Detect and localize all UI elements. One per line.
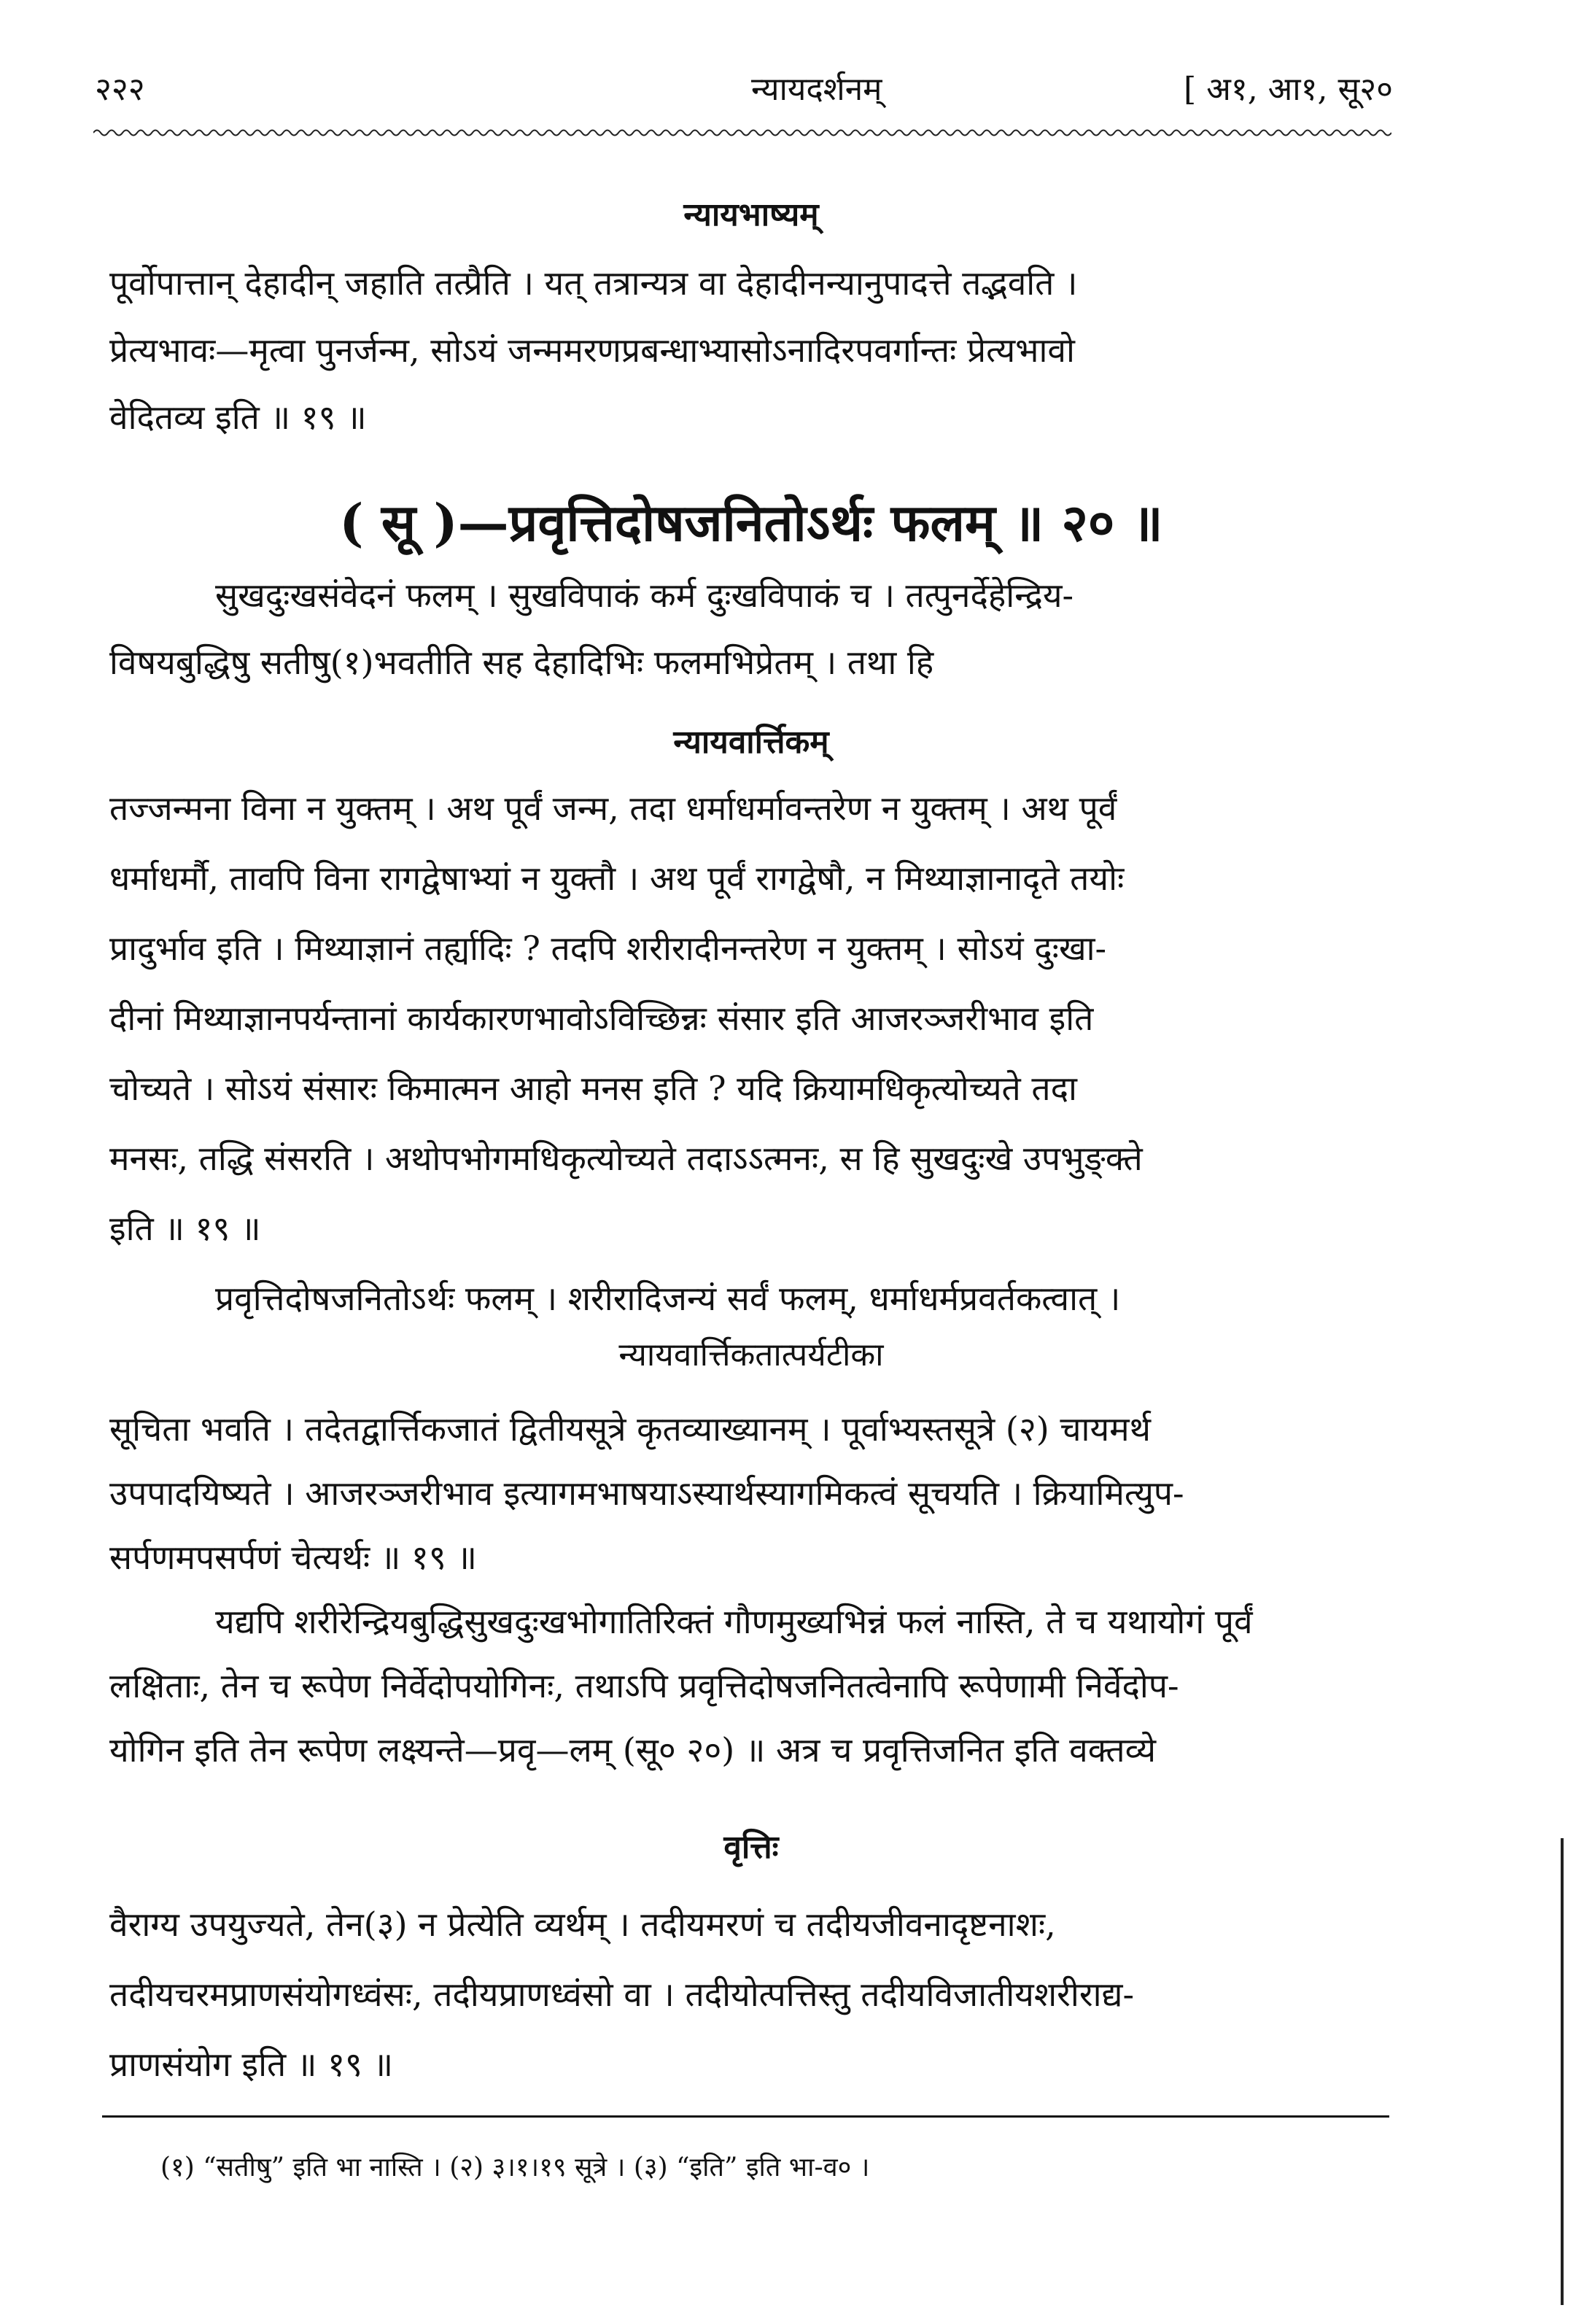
vartika-heading: न्यायवार्त्तिकम् [673,724,829,761]
text-line: लक्षिताः, तेन च रूपेण निर्वेदोपयोगिनः, तथाऽपि प्रवृत्तिदोषजनितत्वेनापि रूपेणामी निर्वेदोप- [109,1666,1179,1705]
bhashya-text [109,249,1393,451]
text-line: यद्यपि शरीरेन्द्रियबुद्धिसुखदुःखभोगातिरिक्तं गौणमुख्यभिन्नं फलं नास्ति, ते च यथायोगं पूर्वं [215,1602,1253,1641]
text-line: तज्जन्मना विना न युक्तम् । अथ पूर्वं जन्म, तदा धर्माधर्मावन्तरेण न युक्तम् । अथ पूर्वं [109,789,1117,828]
wavy-header-rule [93,125,1391,140]
footnote-divider [102,2115,1389,2118]
bhashya-heading: न्यायभाष्यम् [683,196,819,233]
text-line: धर्माधर्मौ, तावपि विना रागद्वेषाभ्यां न युक्तौ । अथ पूर्वं रागद्वेषौ, न मिथ्याज्ञानादृते तयोः [109,859,1125,898]
scan-margin-line [1561,1838,1564,2305]
text-line: तदीयचरमप्राणसंयोगध्वंसः, तदीयप्राणध्वंसो वा । तदीयोत्पत्तिस्तु तदीयविजातीयशरीराद्य- [109,1975,1135,2014]
text-line: सूचिता भवति । तदेतद्वार्त्तिकजातं द्वितीयसूत्रे कृतव्याख्यानम् । पूर्वाभ्यस्तसूत्रे (२) चायमर्थ [109,1409,1152,1449]
section-reference: [ अ१, आ१, सू२० [1184,71,1393,108]
text-line: प्रवृत्तिदोषजनितोऽर्थः फलम् । शरीरादिजन्यं सर्वं फलम्, धर्माधर्मप्रवर्तकत्वात् । [215,1279,1121,1318]
book-title: न्यायदर्शनम् [751,71,882,108]
text-line: इति ॥ १९ ॥ [109,1209,261,1248]
text-line: प्रेत्यभावः—मृत्वा पुनर्जन्म, सोऽयं जन्ममरणप्रबन्धाभ्यासोऽनादिरपवर्गान्तः प्रेत्यभावो [109,330,1075,370]
text-line: योगिन इति तेन रूपेण लक्ष्यन्ते—प्रवृ—लम् (सू० २०) ॥ अत्र च प्रवृत्तिजनित इति वक्तव्ये [109,1730,1157,1770]
sutra-heading: ( सू )—प्रवृत्तिदोषजनितोऽर्थः फलम् ॥ २० ॥ [339,492,1163,553]
text-line: दीनां मिथ्याज्ञानपर्यन्तानां कार्यकारणभावोऽविच्छिन्नः संसार इति आजरञ्जरीभाव इति [109,999,1094,1038]
vritti-heading: वृत्तिः [723,1829,779,1866]
text-line: वैराग्य उपयुज्यते, तेन(३) न प्रेत्येति व्यर्थम् । तदीयमरणं च तदीयजीवनादृष्टनाशः, [109,1905,1056,1944]
page-number: २२२ [95,71,145,108]
text-line: चोच्यते । सोऽयं संसारः किमात्मन आहो मनस इति ? यदि क्रियामधिकृत्योच्यते तदा [109,1069,1077,1108]
tika-heading: न्यायवार्त्तिकतात्पर्यटीका [618,1336,884,1374]
text-line: मनसः, तद्धि संसरति । अथोपभोगमधिकृत्योच्यते तदाऽऽत्मनः, स हि सुखदुःखे उपभुङ्क्ते [109,1139,1143,1178]
text-line: सर्पणमपसर्पणं चेत्यर्थः ॥ १९ ॥ [109,1538,477,1577]
text-line: उपपादयिष्यते । आजरञ्जरीभाव इत्यागमभाषयाऽस्यार्थस्यागमिकत्वं सूचयति । क्रियामित्युप- [109,1473,1184,1513]
text-line: प्राणसंयोग इति ॥ १९ ॥ [109,2045,394,2084]
text-line: विषयबुद्धिषु सतीषु(१)भवतीति सह देहादिभिः फलमभिप्रेतम् । तथा हि [109,643,934,682]
running-header [95,66,1393,117]
text-line: पूर्वोपात्तान् देहादीन् जहाति तत्प्रैति । यत् तत्रान्यत्र वा देहादीनन्यानुपादत्ते तद्भवति । [109,263,1078,303]
text-line: वेदितव्य इति ॥ १९ ॥ [109,398,367,437]
sutra-commentary [109,562,1393,696]
text-line: सुखदुःखसंवेदनं फलम् । सुखविपाकं कर्म दुःखविपाकं च । तत्पुनर्देहेन्द्रिय- [215,576,1074,615]
tika-text [109,1397,1393,1782]
text-line: प्रादुर्भाव इति । मिथ्याज्ञानं तर्ह्यादिः ? तदपि शरीरादीनन्तरेण न युक्तम् । सोऽयं दुःखा- [109,929,1107,968]
footnotes: (१) “सतीषु” इति भा नास्ति । (२) ३।१।१९ सूत्रे । (३) “इति” इति भा-व० । [160,2153,870,2182]
vritti-text [109,1889,1393,2099]
vartika-text [109,773,1393,1333]
